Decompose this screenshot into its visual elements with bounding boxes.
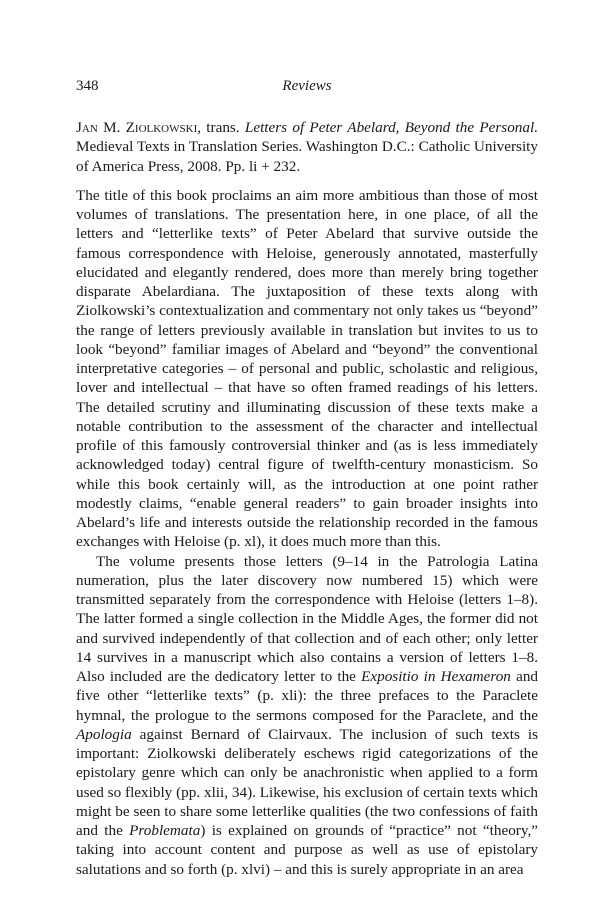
review-body	[76, 118, 538, 879]
book-citation	[76, 118, 538, 176]
citation-title: Letters of Peter Abelard, Beyond the Personal.	[244, 119, 538, 136]
paragraph-2-italic-expositio: Expositio in Hexameron	[361, 668, 511, 685]
running-head: Reviews	[282, 78, 332, 94]
citation-role: , trans.	[197, 119, 245, 136]
paragraph-2-italic-apologia: Apologia	[76, 725, 132, 743]
paragraph-2-text-1: The volume presents those letters (9–14 in the Patrologia Latina numeration, plus the later discovery now numbered 15) which were transmitted separately from the correspondence with Heloise (letters 1–8). The latter formed a single collection in the Middle Ages, the former did not and survived independently of that collection and of each other; only letter 14 survives in a manuscript which also contains a version of letters 1–8. Also included are the dedicatory letter to the	[76, 552, 538, 685]
page-number: 348	[76, 78, 99, 94]
paragraph-1: The title of this book proclaims an aim more ambitious than those of most volumes of translations. The presentation here, in one place, of all the letters and “letterlike texts” of Peter Abelard that survive outside the famous correspondence with Heloise, generously annotated, masterfully elucidated and elegantly rendered, does more than merely bring together disparate Abelardiana. The juxtaposition of these texts along with Ziolkowski’s contextualization and commentary not only takes us “beyond” the range of letters previously available in translation but invites to us to look “beyond” familiar images of Abelard and “beyond” the conventional interpretative categories – of personal and public, scholastic and religious, lover and intellectual – that have so often framed readings of his letters. The detailed scrutiny and illuminating discussion of these texts make a notable contribution to the assessment of the character and intellectual profile of this famously controversial thinker and (as is less immediately acknowledged today) central figure of twelfth-century monasticism. So while this book certainly will, as the introduction at one point rather modestly claims, “enable general readers” to gain broader insights into Abelard’s life and interests outside the relationship recorded in the famous exchanges with Heloise (p. xl), it does much more than this.	[76, 186, 538, 551]
paragraph-2-text-2: and five other “letterlike texts” (p. xli): the three prefaces to the Paraclete hymnal, the prologue to the sermons composed for the Paraclete, and the	[76, 668, 539, 724]
paragraph-2-italic-problemata: Problemata	[129, 822, 201, 839]
paragraph-2-text-3: against Bernard of Clairvaux. The inclusion of such texts is important: Ziolkowski deliberately eschews rigid categorizations of the epistolary genre which can only be anachronistic when applied to a form used so flexibly (pp. xlii, 34). Likewise, his exclusion of certain texts which might be seen to share some letterlike qualities (the two confessions of faith and the	[76, 725, 538, 839]
citation-details: Medieval Texts in Translation Series. Washington D.C.: Catholic University of America Press, 2008. Pp. li + 232.	[76, 138, 538, 175]
paragraph-2	[76, 552, 538, 879]
citation-author: Jan M. Ziolkowski	[76, 119, 198, 136]
page-header	[76, 78, 538, 98]
paragraph-2-text-4: ) is explained on grounds of “practice” not “theory,” taking into account content and purpose as well as use of epistolary salutations and so forth (p. xlvi) – and this is surely appropriate in an area	[76, 822, 538, 878]
